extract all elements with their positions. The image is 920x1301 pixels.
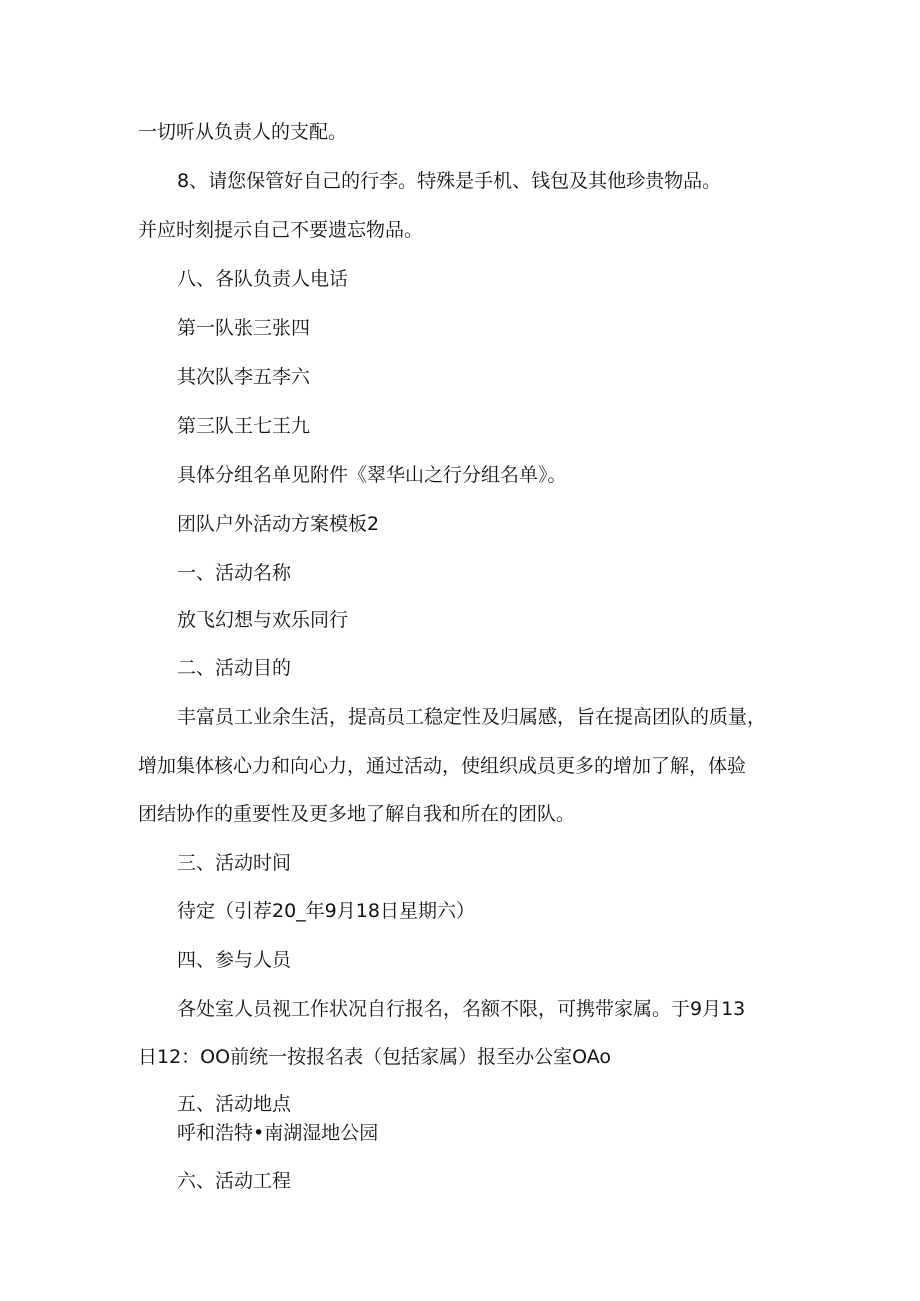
paragraph: 并应时刻提示自己不要遗忘物品。 — [138, 219, 424, 241]
paragraph: 待定（引荐20_年9月18日星期六） — [177, 900, 475, 922]
paragraph: 各处室人员视工作状况自行报名，名额不限，可携带家属。于9月13 — [177, 998, 746, 1020]
paragraph: 呼和浩特•南湖湿地公园 — [177, 1122, 379, 1144]
section-heading: 六、活动工程 — [177, 1170, 292, 1192]
paragraph: 团结协作的重要性及更多地了解自我和所在的团队。 — [138, 803, 576, 825]
paragraph: 第一队张三张四 — [177, 317, 311, 339]
section-heading: 一、活动名称 — [177, 562, 292, 584]
paragraph: 放飞幻想与欢乐同行 — [177, 609, 349, 631]
paragraph: 具体分组名单见附件《翠华山之行分组名单》。 — [177, 464, 567, 486]
paragraph: 8、请您保管好自己的行李。特殊是手机、钱包及其他珍贵物品。 — [177, 170, 722, 192]
paragraph: 增加集体核心力和向心力，通过活动，使组织成员更多的增加了解，体验 — [138, 755, 747, 777]
document-title: 团队户外活动方案模板2 — [177, 513, 380, 535]
paragraph: 一切听从负责人的支配。 — [138, 121, 348, 143]
paragraph: 其次队李五李六 — [177, 366, 311, 388]
section-heading: 二、活动目的 — [177, 657, 292, 679]
paragraph: 第三队王七王九 — [177, 415, 311, 437]
paragraph: 丰富员工业余生活，提高员工稳定性及归属感，旨在提高团队的质量， — [177, 706, 767, 728]
section-heading: 五、活动地点 — [177, 1093, 292, 1115]
section-heading: 三、活动时间 — [177, 852, 292, 874]
section-heading: 八、各队负责人电话 — [177, 268, 349, 290]
section-heading: 四、参与人员 — [177, 949, 292, 971]
paragraph: 日12：OO前统一按报名表（包括家属）报至办公室OAo — [138, 1046, 611, 1068]
